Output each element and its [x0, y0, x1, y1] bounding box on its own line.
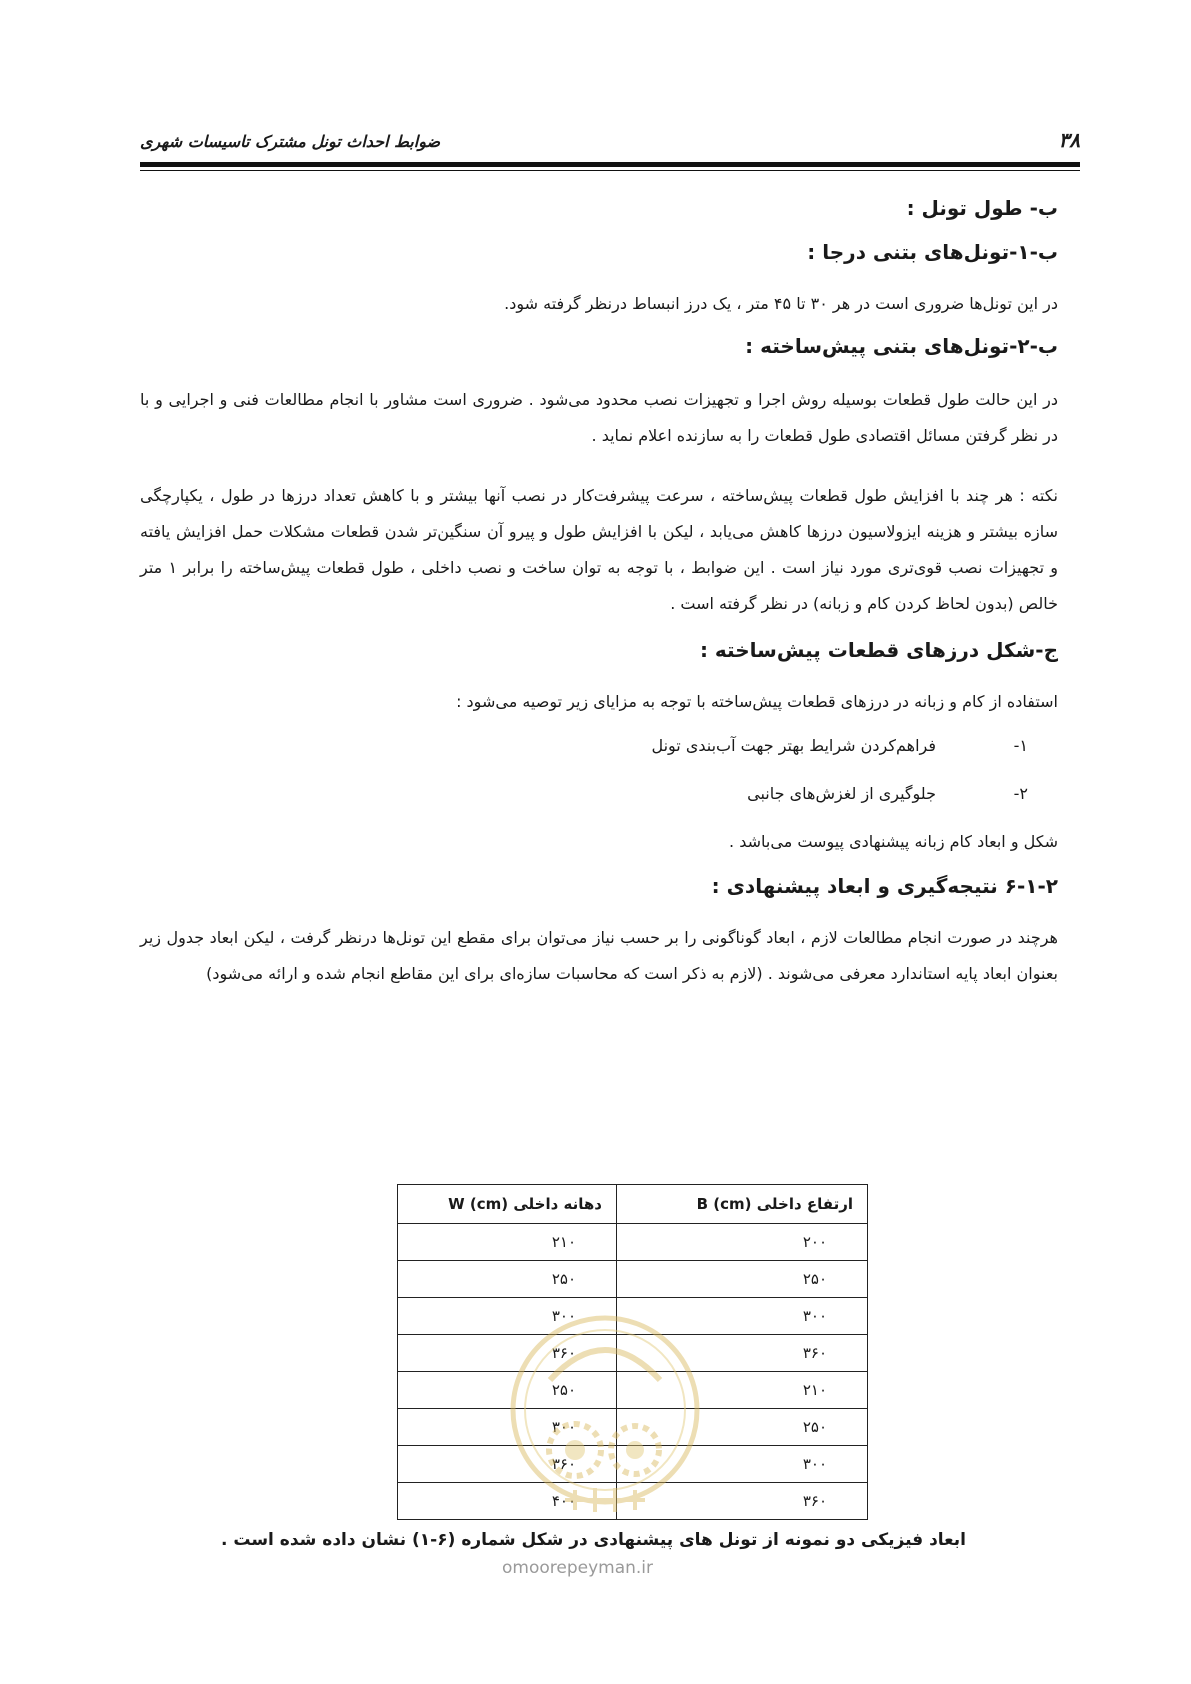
- header-rule-thick: [140, 162, 1080, 167]
- heading-conclusion: ۶-۱-۲ نتیجه‌گیری و ابعاد پیشنهادی :: [711, 874, 1058, 898]
- watermark-url: omoorepeyman.ir: [502, 1558, 654, 1578]
- cell-height: ۲۰۰: [617, 1224, 868, 1261]
- table-row: [398, 1224, 868, 1261]
- cell-height: ۳۰۰: [617, 1446, 868, 1483]
- paragraph-conclusion: هرچند در صورت انجام مطالعات لازم ، ابعاد گوناگونی را بر حسب نیاز می‌توان برای مقطع این تونل‌ها درنظر گرفت ، لیکن ابعاد جدول زیر بعنوان ابعاد پایه استاندارد معرفی می‌شوند . (لازم به ذکر است که محاسبات سازه‌ای برای این مقاطع انجام شده و ارائه می‌شود): [140, 928, 1058, 983]
- list-item: [140, 728, 1080, 776]
- cell-width: ۲۱۰: [398, 1224, 617, 1261]
- cell-width: ۴۰۰: [398, 1483, 617, 1520]
- cell-height: ۲۵۰: [617, 1261, 868, 1298]
- cell-width: ۳۶۰: [398, 1335, 617, 1372]
- page-number: ۳۸: [1058, 128, 1080, 152]
- heading-cast-in-place: ب-۱-تونل‌های بتنی درجا :: [807, 240, 1058, 264]
- paragraph-joint-shape: استفاده از کام و زبانه در درزهای قطعات پیش‌ساخته با توجه به مزایای زیر توصیه می‌شود :: [456, 692, 1058, 711]
- figure-caption: ابعاد فیزیکی دو نمونه از تونل های پیشنهادی در شکل شماره (۶-۱) نشان داده شده است .: [220, 1530, 966, 1550]
- list-item-number: ۲-: [1013, 784, 1028, 803]
- document-body: [140, 190, 1080, 1052]
- heading-joint-shape: ج-شکل درزهای قطعات پیش‌ساخته :: [699, 638, 1058, 662]
- cell-height: ۳۶۰: [617, 1483, 868, 1520]
- cell-height: ۲۱۰: [617, 1372, 868, 1409]
- cell-height: ۳۰۰: [617, 1298, 868, 1335]
- cell-width: ۲۵۰: [398, 1261, 617, 1298]
- list-item: [140, 776, 1080, 824]
- paragraph-precast: در این حالت طول قطعات بوسیله روش اجرا و تجهیزات نصب محدود می‌شود . ضروری است مشاور با انجام مطالعات فنی و اجرایی و با در نظر گرفتن مسائل اقتصادی طول قطعات را به سازنده اعلام نماید .: [140, 390, 1058, 445]
- page-header: [140, 128, 1080, 160]
- list-item-number: ۱-: [1013, 736, 1028, 755]
- list-item-text: جلوگیری از لغزش‌های جانبی: [747, 784, 936, 803]
- list-item-text: فراهم‌کردن شرایط بهتر جهت آب‌بندی تونل: [651, 736, 936, 755]
- cell-width: ۳۰۰: [398, 1298, 617, 1335]
- heading-tunnel-length: ب- طول تونل :: [906, 196, 1058, 220]
- header-height-b: ارتفاع داخلی B (cm): [617, 1185, 868, 1224]
- header-width-w: دهانه داخلی W (cm): [398, 1185, 617, 1224]
- table-header-row: [398, 1185, 868, 1224]
- paragraph-cast-in-place: در این تونل‌ها ضروری است در هر ۳۰ تا ۴۵ متر ، یک درز انبساط درنظر گرفته شود.: [504, 294, 1058, 313]
- heading-precast: ب-۲-تونل‌های بتنی پیش‌ساخته :: [745, 334, 1058, 358]
- cell-width: ۳۰۰: [398, 1409, 617, 1446]
- cell-height: ۲۵۰: [617, 1409, 868, 1446]
- paragraph-shape-dimensions: شکل و ابعاد کام زبانه پیشنهادی پیوست می‌باشد .: [729, 832, 1058, 851]
- running-title: ضوابط احداث تونل مشترک تاسیسات شهری: [140, 132, 441, 151]
- table-row: [398, 1261, 868, 1298]
- cell-width: ۲۵۰: [398, 1372, 617, 1409]
- paragraph-note: نکته : هر چند با افزایش طول قطعات پیش‌ساخته ، سرعت پیشرفت‌کار در نصب آنها بیشتر و با کاهش تعداد درزها در طول ، یکپارچگی سازه بیشتر و هزینه ایزولاسیون درزها کاهش می‌یابد ، لیکن با افزایش طول و پیرو آن سنگین‌تر شدن قطعات مشکلات حمل افزایش یافته و تجهیزات نصب قوی‌تری مورد نیاز است . این ضوابط ، با توجه به توان ساخت و نصب داخلی ، طول قطعات پیش‌ساخته را برابر ۱ متر خالص (بدون لحاظ کردن کام و زبانه) در نظر گرفته است .: [140, 486, 1059, 613]
- cell-height: ۳۶۰: [617, 1335, 868, 1372]
- header-rule-thin: [140, 170, 1080, 171]
- watermark-logo: [505, 1300, 705, 1530]
- cell-width: ۳۶۰: [398, 1446, 617, 1483]
